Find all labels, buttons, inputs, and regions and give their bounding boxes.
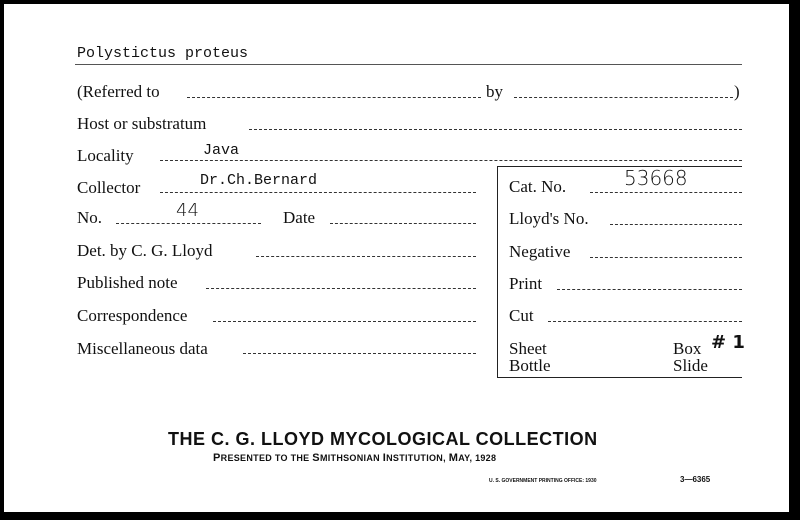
- published-note-label: Published note: [77, 273, 178, 292]
- locality-label: Locality: [77, 146, 134, 165]
- date-field[interactable]: [330, 223, 476, 224]
- print-field[interactable]: [557, 289, 742, 290]
- negative-field[interactable]: [590, 257, 742, 258]
- host-label: Host or substratum: [77, 114, 207, 133]
- print-label: Print: [509, 274, 543, 293]
- catalog-box-top: [498, 166, 742, 167]
- no-value: 44: [176, 200, 199, 221]
- collector-label: Collector: [77, 178, 141, 197]
- det-by-label: Det. by C. G. Lloyd: [77, 241, 213, 260]
- card-frame-bottom: [0, 512, 800, 520]
- printing-office-note: U. S. GOVERNMENT PRINTING OFFICE: 1930: [489, 478, 597, 484]
- catalog-box-bottom: [498, 377, 742, 378]
- by-field[interactable]: [514, 97, 733, 98]
- cut-field[interactable]: [548, 321, 742, 322]
- host-field[interactable]: [249, 129, 742, 130]
- close-paren: ): [734, 82, 740, 101]
- no-field[interactable]: [116, 223, 261, 224]
- correspondence-label: Correspondence: [77, 306, 188, 325]
- lloyds-no-field[interactable]: [610, 224, 742, 225]
- sheet-label: Sheet: [509, 339, 547, 358]
- box-label: Box: [673, 339, 702, 358]
- cat-no-label: Cat. No.: [509, 177, 567, 196]
- species-rule: [75, 64, 742, 65]
- misc-data-label: Miscellaneous data: [77, 339, 208, 358]
- locality-value: Java: [203, 142, 240, 159]
- correspondence-field[interactable]: [213, 321, 476, 322]
- collection-subtitle: PRESENTED TO THE SMITHSONIAN INSTITUTION, MAY, 1928: [213, 452, 497, 464]
- lloyds-no-label: Lloyd's No.: [509, 209, 589, 228]
- locality-field[interactable]: [160, 160, 742, 161]
- det-by-field[interactable]: [256, 256, 476, 257]
- misc-data-field[interactable]: [243, 353, 476, 354]
- referred-to-label: (Referred to: [77, 82, 160, 101]
- slide-label: Slide: [673, 356, 708, 375]
- no-label: No.: [77, 208, 103, 227]
- catalog-box-left: [497, 166, 498, 378]
- date-label: Date: [283, 208, 316, 227]
- cat-no-field[interactable]: [590, 192, 742, 193]
- card-frame-left: [0, 0, 4, 520]
- negative-label: Negative: [509, 242, 571, 261]
- referred-to-field[interactable]: [187, 97, 481, 98]
- card-frame-top: [0, 0, 800, 4]
- collection-title: THE C. G. LLOYD MYCOLOGICAL COLLECTION: [168, 429, 598, 449]
- by-label: by: [486, 82, 503, 101]
- bottle-label: Bottle: [509, 356, 551, 375]
- cut-label: Cut: [509, 306, 534, 325]
- box-value: # 1: [711, 332, 745, 353]
- cat-no-value: 53668: [624, 166, 688, 190]
- collector-field[interactable]: [160, 192, 476, 193]
- form-number: 3—6365: [680, 475, 711, 484]
- species-name: Polystictus proteus: [77, 45, 249, 62]
- collector-value: Dr.Ch.Bernard: [200, 172, 318, 189]
- card-frame-right: [789, 0, 800, 520]
- published-note-field[interactable]: [206, 288, 476, 289]
